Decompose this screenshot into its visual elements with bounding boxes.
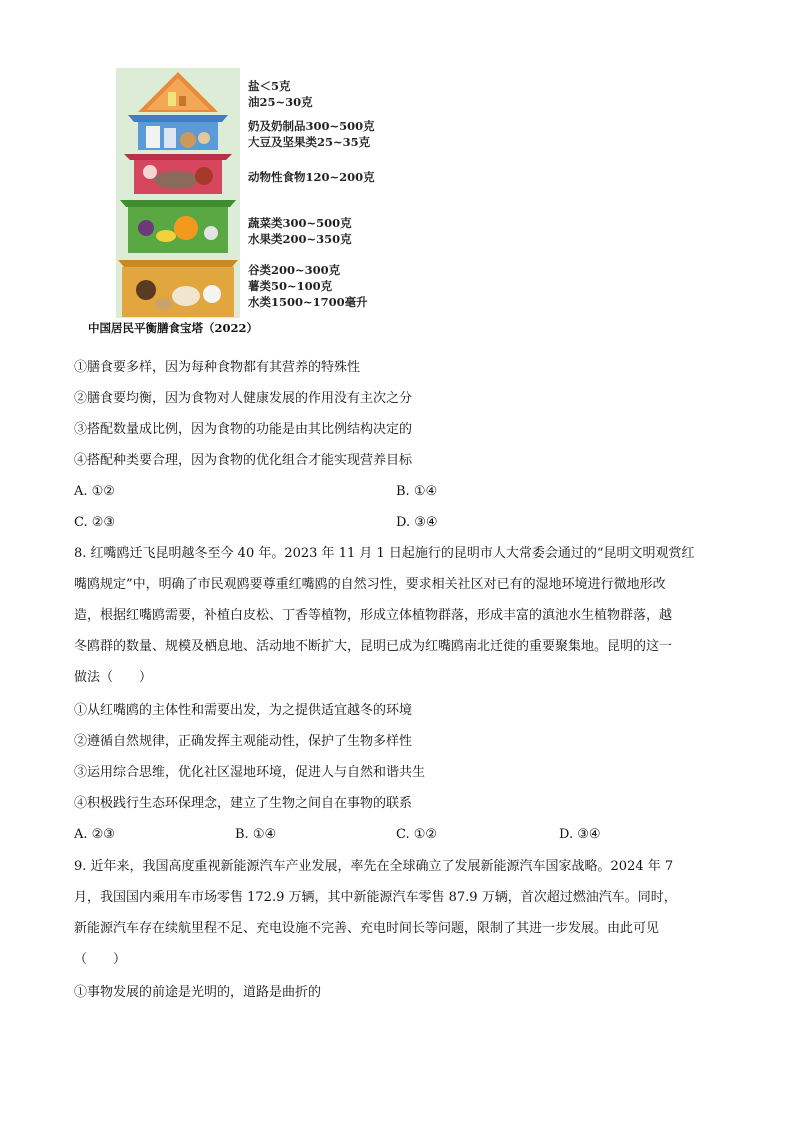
- q8-statement: ②遵循自然规律，正确发挥主观能动性，保护了生物多样性: [74, 734, 413, 749]
- q9-stem-line: 新能源汽车存在续航里程不足、充电设施不完善、充电时间长等问题，限制了其进一步发展。由此可见: [74, 921, 660, 936]
- q8-statement: ③运用综合思维，优化社区湿地环境，促进人与自然和谐共生: [74, 765, 426, 780]
- pyramid-caption: 中国居民平衡膳食宝塔（2022）: [88, 321, 259, 335]
- tier4-label: 蔬菜类300~500克: [248, 216, 352, 230]
- q7-option-d[interactable]: D. ③④: [396, 515, 438, 530]
- q7-statement: ①膳食要多样，因为每种食物都有其营养的特殊性: [74, 360, 361, 375]
- tier3-labels: [248, 169, 375, 185]
- tier5-labels: [248, 262, 368, 310]
- q8-stem-line: 冬鸥群的数量、规模及栖息地、活动地不断扩大，昆明已成为红嘴鸥南北迁徙的重要聚集地。昆明的这一: [74, 639, 673, 654]
- q7-option-b[interactable]: B. ①④: [396, 484, 438, 499]
- q8-option-c[interactable]: C. ①②: [396, 827, 438, 842]
- q9-stem-line: 9. 近年来，我国高度重视新能源汽车产业发展，率先在全球确立了发展新能源汽车国家战略。2024 年 7: [74, 859, 674, 874]
- q8-stem-line: 嘴鸥规定”中，明确了市民观鸥要尊重红嘴鸥的自然习性，要求相关社区对已有的湿地环境进行微地形改: [74, 577, 666, 592]
- tier2-label: 大豆及坚果类25~35克: [248, 135, 371, 149]
- tier5-label: 薯类50~100克: [248, 279, 333, 293]
- q8-option-a[interactable]: A. ②③: [74, 827, 115, 842]
- food-pyramid-image: [116, 68, 240, 318]
- tier2-labels: [248, 118, 375, 150]
- tier5-label: 水类1500~1700毫升: [248, 295, 368, 309]
- q8-option-b[interactable]: B. ①④: [235, 827, 277, 842]
- tier5-label: 谷类200~300克: [248, 263, 341, 277]
- tier1-label: 盐＜5克: [248, 79, 291, 93]
- tier3-label: 动物性食物120~200克: [248, 170, 375, 184]
- tier4-labels: [248, 215, 352, 247]
- q7-option-a[interactable]: A. ①②: [74, 484, 115, 499]
- food-pyramid-illustration: [116, 68, 240, 318]
- q9-stem-line: 月，我国国内乘用车市场零售 172.9 万辆，其中新能源汽车零售 87.9 万辆，首次超过燃油汽车。同时，: [74, 890, 677, 905]
- q8-option-d[interactable]: D. ③④: [559, 827, 601, 842]
- q9-stem-line: （ ）: [74, 952, 127, 967]
- tier2-label: 奶及奶制品300~500克: [248, 119, 375, 133]
- q7-statement: ②膳食要均衡，因为食物对人健康发展的作用没有主次之分: [74, 391, 413, 406]
- q7-option-c[interactable]: C. ②③: [74, 515, 116, 530]
- tier1-labels: [248, 78, 313, 110]
- tier1-label: 油25~30克: [248, 95, 313, 109]
- q8-stem-line: 造，根据红嘴鸥需要，补植白皮松、丁香等植物，形成立体植物群落，形成丰富的滇池水生植物群落，越: [74, 608, 673, 623]
- tier4-label: 水果类200~350克: [248, 232, 352, 246]
- q8-statement: ①从红嘴鸥的主体性和需要出发，为之提供适宜越冬的环境: [74, 703, 413, 718]
- q7-statement: ③搭配数量成比例，因为食物的功能是由其比例结构决定的: [74, 422, 413, 437]
- q9-statement: ①事物发展的前途是光明的，道路是曲折的: [74, 985, 322, 1000]
- q8-statement: ④积极践行生态环保理念，建立了生物之间自在事物的联系: [74, 796, 413, 811]
- q7-statement: ④搭配种类要合理，因为食物的优化组合才能实现营养目标: [74, 453, 413, 468]
- q8-stem-line: 做法（ ）: [74, 670, 153, 685]
- q8-stem-line: 8. 红嘴鸥迁飞昆明越冬至今 40 年。2023 年 11 月 1 日起施行的昆明市人大常委会通过的“昆明文明观赏红: [74, 546, 695, 561]
